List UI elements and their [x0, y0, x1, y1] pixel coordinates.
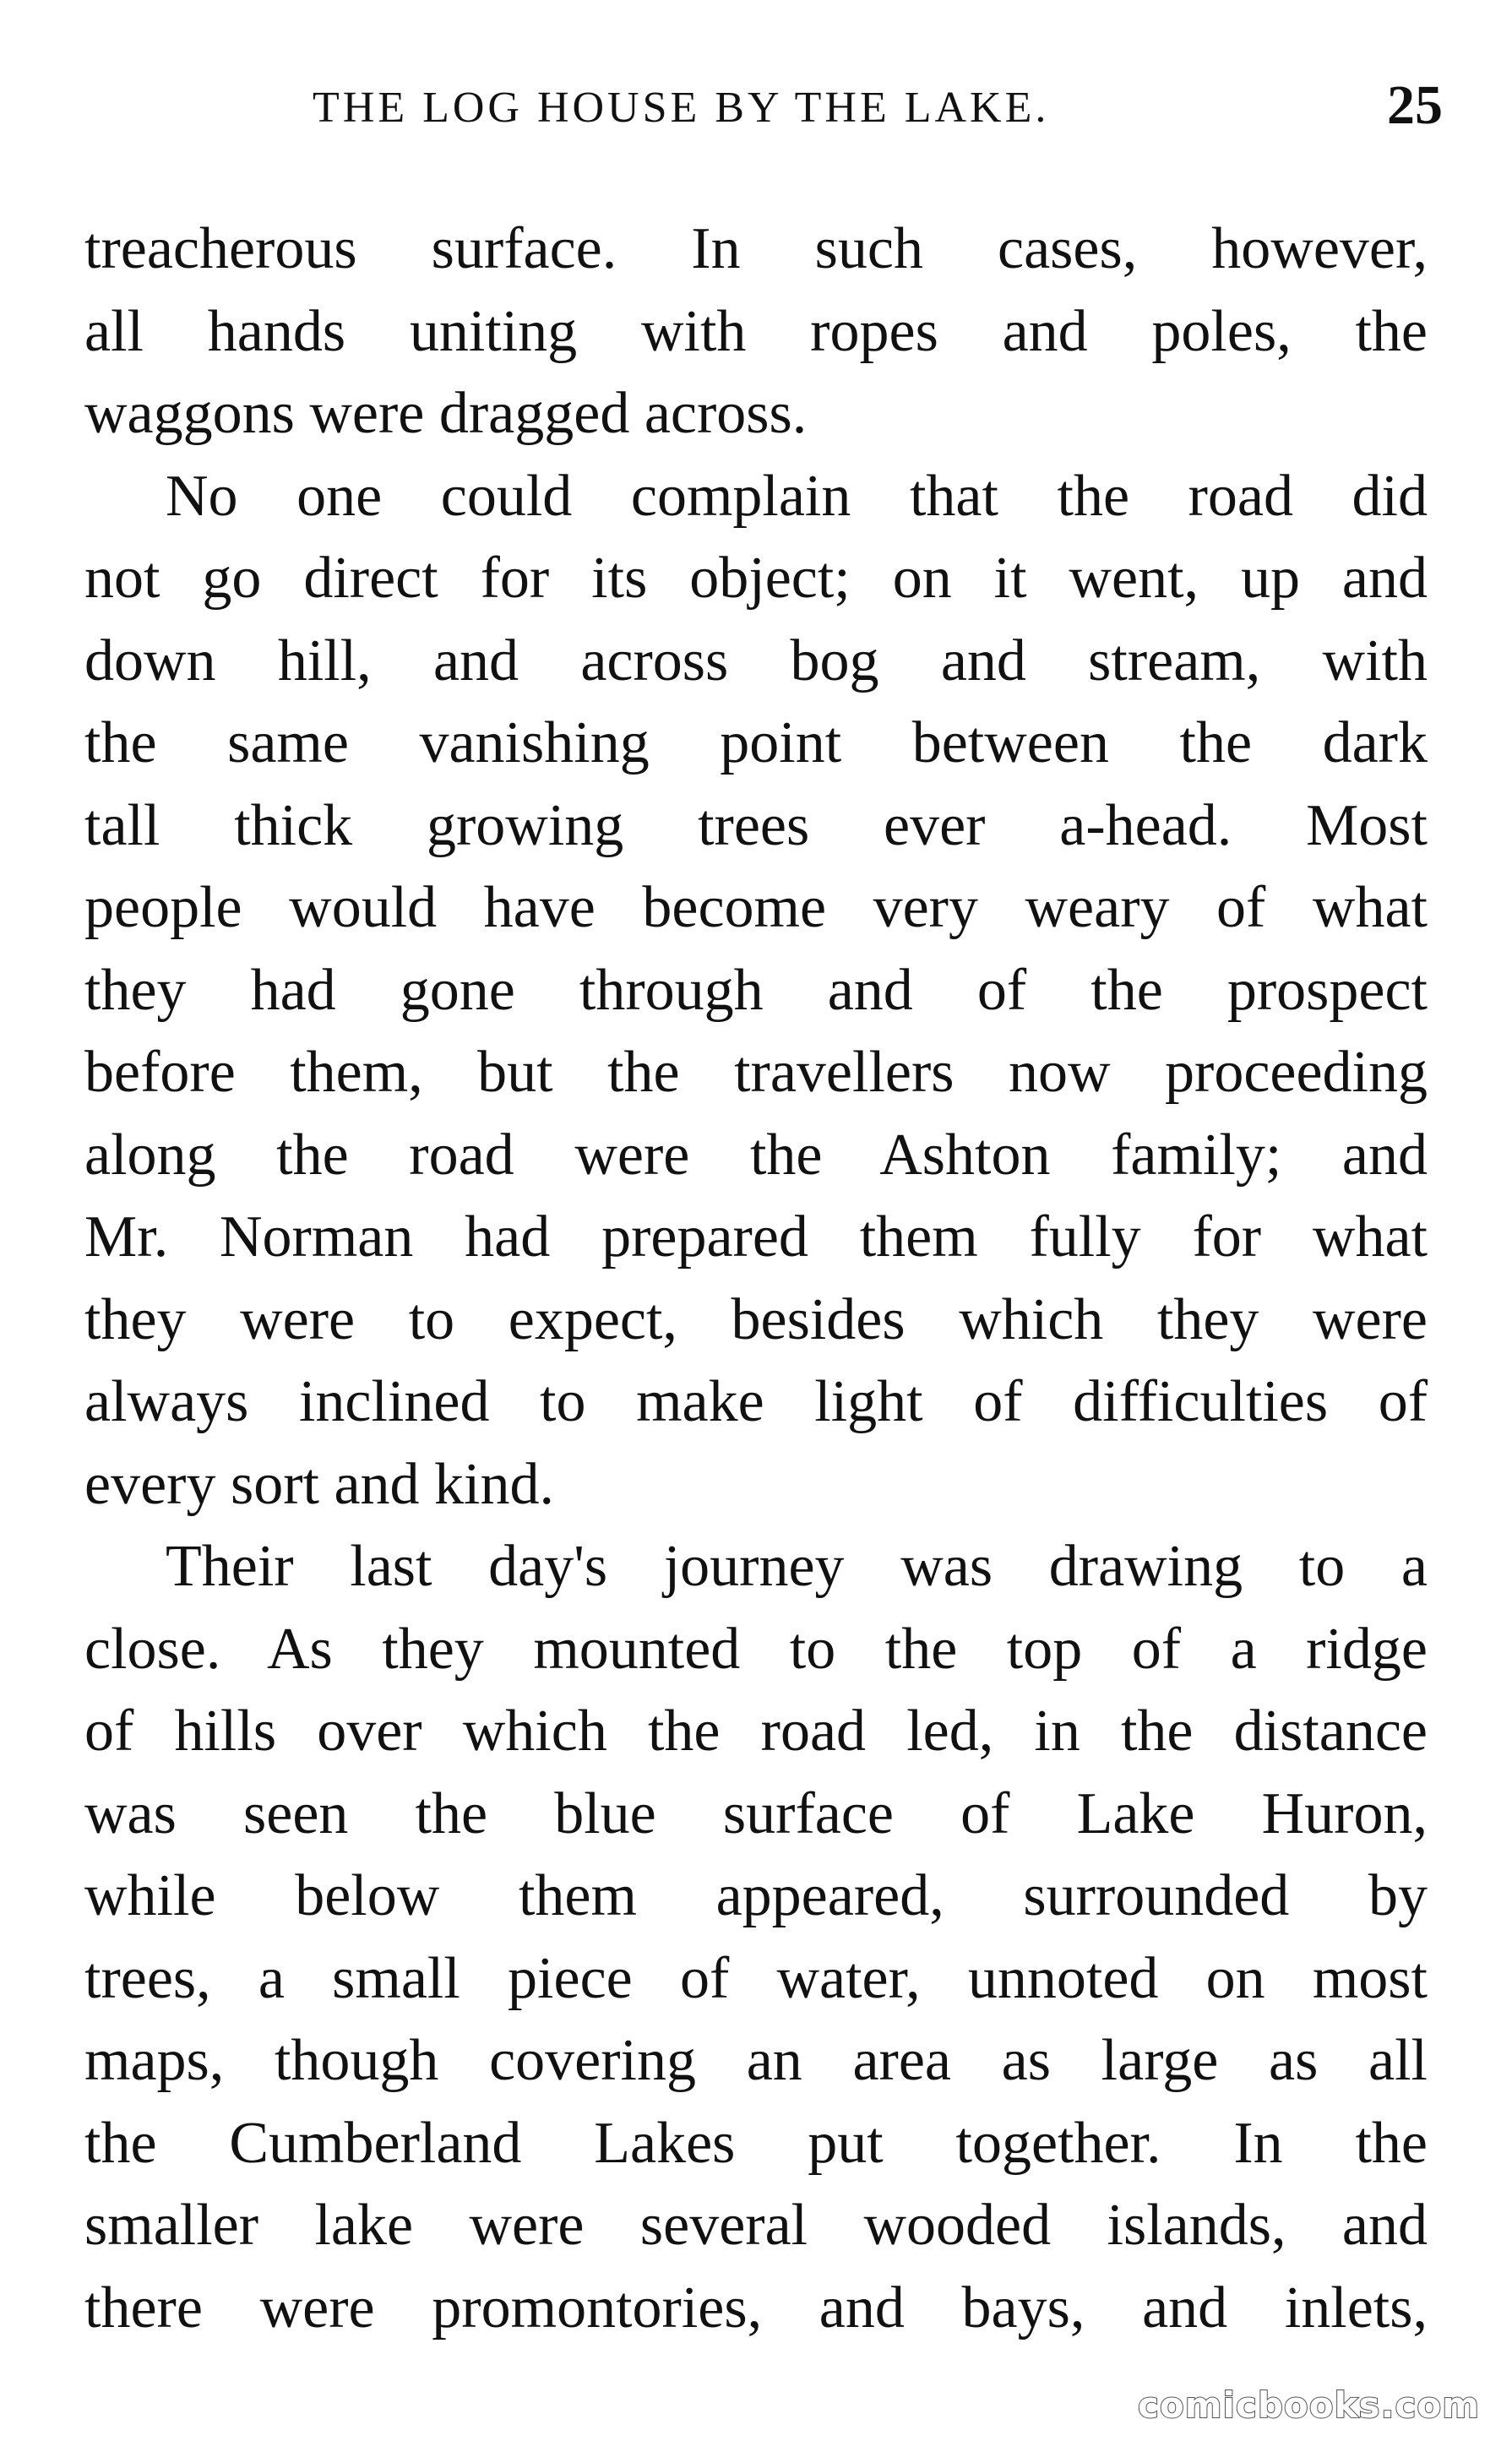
text-line: the same vanishing point between the dark: [84, 710, 1428, 775]
text-line: down hill, and across bog and stream, with: [84, 628, 1428, 693]
text-line: close. As they mounted to the top of a ridge: [84, 1616, 1428, 1682]
page-number: 25: [1387, 74, 1443, 136]
watermark-logo: comicbooks.com: [1138, 2384, 1480, 2426]
text-line: smaller lake were several wooded islands, and: [84, 2193, 1428, 2258]
text-line: of hills over which the road led, in the distance: [84, 1699, 1428, 1764]
text-line: there were promontories, and bays, and inlets,: [84, 2275, 1428, 2340]
text-line: all hands uniting with ropes and poles, the: [84, 298, 1428, 364]
text-line: the Cumberland Lakes put together. In the: [84, 2110, 1428, 2176]
text-line: people would have become very weary of what: [84, 875, 1428, 940]
text-line: not go direct for its object; on it went, up and: [84, 546, 1428, 611]
text-line: while below them appeared, surrounded by: [84, 1863, 1428, 1928]
text-line: before them, but the travellers now proceeding: [84, 1040, 1428, 1105]
text-line: Mr. Norman had prepared them fully for what: [84, 1204, 1428, 1269]
text-line: treacherous surface. In such cases, however,: [84, 216, 1428, 281]
text-line: tall thick growing trees ever a-head. Most: [84, 792, 1428, 858]
text-line: trees, a small piece of water, unnoted on most: [84, 1945, 1428, 2011]
text-line: maps, though covering an area as large as all: [84, 2028, 1428, 2093]
paragraph-start-line: Their last day's journey was drawing to a: [166, 1534, 1428, 1599]
text-line: every sort and kind.: [84, 1451, 554, 1517]
running-head-title: THE LOG HOUSE BY THE LAKE.: [313, 84, 1050, 132]
text-line: along the road were the Ashton family; and: [84, 1122, 1428, 1188]
text-line: was seen the blue surface of Lake Huron,: [84, 1780, 1428, 1846]
text-line: they were to expect, besides which they were: [84, 1286, 1428, 1352]
text-line: they had gone through and of the prospect: [84, 957, 1428, 1023]
paragraph-start-line: No one could complain that the road did: [166, 463, 1428, 529]
text-line: always inclined to make light of difficulties of: [84, 1369, 1428, 1434]
body-text: [84, 208, 1428, 2349]
text-line: waggons were dragged across.: [84, 381, 808, 446]
